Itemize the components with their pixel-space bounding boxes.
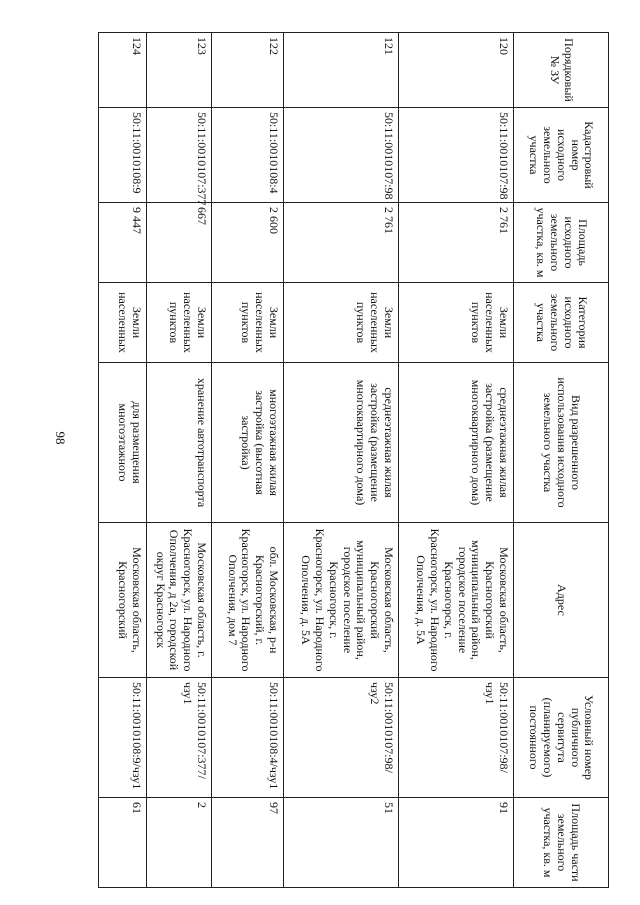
header-address: Адрес (514, 523, 609, 678)
page-number: 98 (53, 431, 68, 445)
cell-part-area: 51 (284, 798, 399, 888)
cell-address: Московская область, Красногорский (99, 523, 147, 678)
cell-servitude: 50:11:0010107:98/чзу1 (399, 678, 514, 798)
header-use: Вид разрешенного использования исходного земельного участка (514, 363, 609, 523)
table-row (284, 33, 399, 888)
table-row (99, 33, 147, 888)
header-num: Порядковый № ЗУ (514, 33, 609, 108)
cell-address: Московская область, Красногорский муниципальный район, городское поселение Красногорск, г. Красногорск, ул. Народного Ополчения, д. 5А (399, 523, 514, 678)
cell-part-area: 91 (399, 798, 514, 888)
table-header-row (514, 33, 609, 888)
cell-cadastral: 50:11:0010108:9 (99, 108, 147, 203)
cell-part-area: 2 (147, 798, 212, 888)
cell-category: Земли населенных пунктов (147, 283, 212, 363)
cell-area: 2 761 (284, 203, 399, 283)
cell-servitude: 50:11:0010107:377/чзу1 (147, 678, 212, 798)
cell-num: 122 (212, 33, 284, 108)
rotated-table-container (99, 32, 609, 887)
cell-use: среднеэтажная жилая застройка (размещение многоквартирного дома) (284, 363, 399, 523)
cell-category: Земли населенных (99, 283, 147, 363)
cell-category: Земли населенных пунктов (284, 283, 399, 363)
cell-cadastral: 50:11:0010108:4 (212, 108, 284, 203)
cell-category: Земли населенных пунктов (399, 283, 514, 363)
cell-use: среднеэтажная жилая застройка (размещение многоквартирного дома) (399, 363, 514, 523)
cell-part-area: 97 (212, 798, 284, 888)
cell-address: Московская область, Красногорский муниципальный район, городское поселение Красногорск, г. Красногорск, ул. Народного Ополчения, д. 5А (284, 523, 399, 678)
table-row (399, 33, 514, 888)
cell-servitude: 50:11:0010108:9/чзу1 (99, 678, 147, 798)
cell-area: 667 (147, 203, 212, 283)
cell-use: хранение автотранспорта (147, 363, 212, 523)
header-cadastral: Кадастровый номер исходного земельного участка (514, 108, 609, 203)
cell-part-area: 61 (99, 798, 147, 888)
table-row (147, 33, 212, 888)
cell-servitude: 50:11:0010107:98/чзу2 (284, 678, 399, 798)
cell-servitude: 50:11:0010108:4/чзу1 (212, 678, 284, 798)
cell-area: 9 447 (99, 203, 147, 283)
cell-cadastral: 50:11:0010107:98 (399, 108, 514, 203)
cell-address: обл. Московская, р-н Красногорский, г. Красногорск, ул. Народного Ополчения, дом 7 (212, 523, 284, 678)
cell-use: многоэтажная жилая застройка (высотная застройка) (212, 363, 284, 523)
cell-category: Земли населенных пунктов (212, 283, 284, 363)
table-row (212, 33, 284, 888)
cell-num: 124 (99, 33, 147, 108)
header-category: Категория исходного земельного участка (514, 283, 609, 363)
cell-num: 121 (284, 33, 399, 108)
cell-area: 2 600 (212, 203, 284, 283)
header-servitude: Условный номер публичного сервитута (планируемого) постоянного (514, 678, 609, 798)
cell-use: для размещения многоэтажного (99, 363, 147, 523)
cell-cadastral: 50:11:0010107:98 (284, 108, 399, 203)
header-part-area: Площадь части земельного участка, кв. м (514, 798, 609, 888)
cell-address: Московская область, г. Красногорск, ул. Народного Ополчения, д 2а, городской округ Красногорск (147, 523, 212, 678)
header-area: Площадь исходного земельного участка, кв. м (514, 203, 609, 283)
cell-num: 123 (147, 33, 212, 108)
cell-num: 120 (399, 33, 514, 108)
cell-area: 2 761 (399, 203, 514, 283)
cell-cadastral: 50:11:0010107:377 (147, 108, 212, 203)
land-plots-table (98, 32, 609, 888)
